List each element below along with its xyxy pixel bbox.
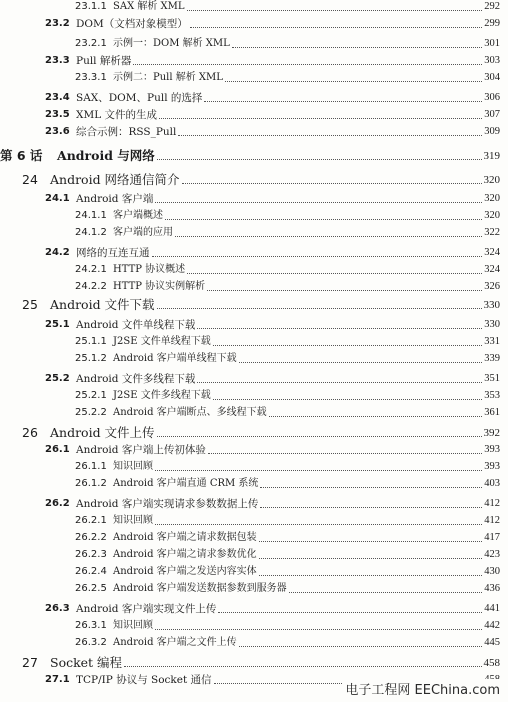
toc-entry-title: Android 客户端实现请求参数数据上传 — [76, 498, 259, 510]
dot-leader — [152, 256, 482, 257]
dot-leader — [259, 575, 482, 576]
toc-entry-number: 23.5 — [45, 109, 70, 120]
toc-entry-page: 324 — [484, 247, 500, 258]
dot-leader — [190, 27, 482, 28]
toc-entry-number: 24.1.2 — [75, 227, 107, 238]
toc-entry[interactable] — [0, 67, 508, 89]
toc-entry-number: 24 — [22, 172, 38, 187]
toc-entry-number: 23.6 — [45, 126, 70, 137]
dot-leader — [225, 81, 482, 82]
toc-entry-title: SAX 解析 XML — [113, 1, 185, 12]
dot-leader — [165, 219, 482, 220]
toc-entry-title: DOM（文档对象模型） — [76, 18, 188, 30]
toc-entry-title: TCP/IP 协议与 Socket 通信 — [76, 674, 212, 686]
toc-entry-title: 客户端的应用 — [113, 227, 173, 238]
toc-entry-number: 26.2.1 — [75, 515, 107, 526]
toc-entry-number: 26 — [22, 425, 38, 440]
toc-entry-title: HTTP 协议实例解析 — [113, 281, 206, 292]
toc-entry-title: Pull 解析器 — [76, 55, 132, 67]
toc-entry-title: Android 客户端单线程下载 — [113, 353, 237, 364]
toc-entry[interactable] — [0, 632, 508, 654]
toc-entry-page: 412 — [484, 498, 500, 509]
toc-entry-page: 393 — [484, 444, 500, 455]
toc-entry-number: 23.3 — [45, 55, 70, 66]
toc-entry-page: 324 — [484, 264, 500, 275]
toc-entry-number: 24.1.1 — [75, 210, 107, 221]
toc-entry-number: 26.1 — [45, 444, 70, 455]
toc-entry-number: 25 — [22, 297, 38, 312]
dot-leader — [159, 118, 482, 119]
dot-leader — [239, 362, 482, 363]
dot-leader — [157, 159, 482, 160]
dot-leader — [155, 629, 482, 630]
toc-entry-page: 322 — [484, 227, 500, 238]
toc-entry-page: 445 — [484, 637, 500, 648]
dot-leader — [197, 382, 482, 383]
toc-entry-page: 436 — [484, 583, 500, 594]
toc-entry-page: 353 — [484, 390, 500, 401]
toc-entry-number: 25.1.1 — [75, 336, 107, 347]
toc-entry-number: 26.1.2 — [75, 478, 107, 489]
dot-leader — [259, 541, 482, 542]
toc-entry-page: 361 — [484, 407, 500, 418]
toc-entry-title: Android 客户端发送数据参数到服务器 — [113, 583, 287, 594]
toc-entry-page: 304 — [484, 72, 500, 83]
toc-entry-title: Android 客户端之请求参数优化 — [113, 549, 257, 560]
toc-entry[interactable] — [0, 222, 508, 244]
toc-entry-title: Android 客户端实现文件上传 — [76, 603, 217, 615]
toc-entry-number: 25.2.1 — [75, 390, 107, 401]
toc-entry-title: Android 客户端断点、多线程下载 — [113, 407, 267, 418]
toc-entry-number: 23.2.1 — [75, 38, 107, 49]
toc-entry-title: Android 客户端之文件上传 — [113, 637, 237, 648]
toc-entry-title: 知识回顾 — [113, 461, 153, 472]
dot-leader — [182, 183, 482, 184]
toc-entry-title: 综合示例：RSS_Pull — [76, 126, 177, 138]
toc-entry-number: 26.2.4 — [75, 566, 107, 577]
toc-entry-page: 320 — [484, 210, 500, 221]
toc-entry-number: 26.3.2 — [75, 637, 107, 648]
toc-entry-title: 示例二：Pull 解析 XML — [113, 72, 223, 83]
toc-entry-number: 27 — [22, 655, 38, 670]
toc-entry-page: 309 — [484, 126, 500, 137]
toc-entry-page: 392 — [483, 427, 500, 439]
toc-entry-page: 441 — [484, 603, 500, 614]
dot-leader — [260, 507, 482, 508]
toc-entry-page: 417 — [484, 532, 500, 543]
dot-leader — [207, 290, 482, 291]
dot-leader — [187, 10, 482, 11]
toc-entry-page: 320 — [484, 193, 500, 204]
dot-leader — [260, 487, 482, 488]
toc-entry-number: 26.3 — [45, 603, 70, 614]
toc-entry-title: SAX、DOM、Pull 的选择 — [76, 92, 203, 104]
toc-entry-page: 306 — [484, 92, 500, 103]
toc-entry[interactable] — [0, 348, 508, 370]
toc-entry-number: 23.4 — [45, 92, 70, 103]
dot-leader — [208, 453, 482, 454]
dot-leader — [218, 612, 482, 613]
toc-entry-title: 示例一：DOM 解析 XML — [113, 38, 230, 49]
toc-entry-title: J2SE 文件单线程下载 — [113, 336, 211, 347]
toc-entry-page: 442 — [484, 620, 500, 631]
toc-entry-title: Android 客户端 — [76, 193, 154, 205]
toc-entry-page: 320 — [483, 174, 500, 186]
toc-entry-number: 26.1.1 — [75, 461, 107, 472]
dot-leader — [157, 436, 482, 437]
dot-leader — [259, 558, 482, 559]
toc-entry-number: 26.2.5 — [75, 583, 107, 594]
toc-entry-page: 330 — [484, 319, 500, 330]
toc-entry-page: 299 — [484, 18, 500, 29]
toc-entry-number: 26.2.3 — [75, 549, 107, 560]
toc-entry[interactable] — [0, 145, 508, 167]
toc-entry-title: Android 客户端之请求数据包装 — [113, 532, 257, 543]
toc-entry-title: Android 与网络 — [57, 148, 155, 163]
toc-entry-title: Android 文件单线程下载 — [76, 319, 196, 331]
toc-entry[interactable] — [0, 402, 508, 424]
toc-entry[interactable] — [0, 13, 508, 35]
toc-entry-page: 351 — [484, 373, 500, 384]
toc-entry-title: 网络的互连互通 — [76, 247, 150, 259]
dot-leader — [289, 592, 482, 593]
toc-entry-number: 23.3.1 — [75, 72, 107, 83]
dot-leader — [178, 135, 482, 136]
watermark: 电子工程网 EEChina.com — [343, 679, 502, 698]
toc-entry-number: 24.2 — [45, 247, 70, 258]
dot-leader — [157, 308, 482, 309]
toc-entry-title: 客户端概述 — [113, 210, 163, 221]
toc-entry[interactable] — [0, 473, 508, 495]
toc-entry-number: 24.2.1 — [75, 264, 107, 275]
dot-leader — [269, 416, 482, 417]
toc-entry-title: HTTP 协议概述 — [113, 264, 186, 275]
toc-entry-number: 27.1 — [45, 674, 70, 685]
toc-entry-title: Android 客户端上传初体验 — [76, 444, 206, 456]
toc-entry-number: 25.1 — [45, 319, 70, 330]
toc-entry-number: 24.2.2 — [75, 281, 107, 292]
toc-entry-number: 23.1.1 — [75, 1, 107, 12]
dot-leader — [187, 273, 482, 274]
toc-entry-page: 301 — [484, 38, 500, 49]
toc-entry-title: Android 客户端直通 CRM 系统 — [113, 478, 259, 489]
toc-entry-title: Android 文件下载 — [50, 297, 155, 312]
toc-entry[interactable] — [0, 294, 508, 316]
toc-entry-page: 319 — [483, 150, 500, 162]
toc-entry-number: 25.2.2 — [75, 407, 107, 418]
toc-entry-title: XML 文件的生成 — [76, 109, 158, 121]
toc-entry-page: 307 — [484, 109, 500, 120]
toc-entry-title: Android 文件多线程下载 — [76, 373, 196, 385]
toc-entry-page: 412 — [484, 515, 500, 526]
dot-leader — [204, 101, 482, 102]
toc-entry-page: 326 — [484, 281, 500, 292]
toc-entry-page: 330 — [483, 299, 500, 311]
dot-leader — [213, 399, 482, 400]
toc-entry-number: 26.2.2 — [75, 532, 107, 543]
toc-entry-page: 430 — [484, 566, 500, 577]
toc-entry-page: 403 — [484, 478, 500, 489]
toc-entry-title: Android 文件上传 — [50, 425, 155, 440]
toc-entry[interactable] — [0, 121, 508, 143]
dot-leader — [155, 202, 482, 203]
toc-entry-title: 知识回顾 — [113, 515, 153, 526]
toc-entry-number: 26.3.1 — [75, 620, 107, 631]
toc-entry-title: Android 客户端之发送内容实体 — [113, 566, 257, 577]
toc-entry-page: 458 — [483, 657, 500, 669]
toc-entry-number: 25.1.2 — [75, 353, 107, 364]
toc-entry-number: 24.1 — [45, 193, 70, 204]
toc-entry-page: 292 — [484, 1, 500, 12]
dot-leader — [155, 470, 482, 471]
toc-entry-title: Android 网络通信简介 — [50, 172, 180, 187]
dot-leader — [213, 345, 482, 346]
toc-entry-title: Socket 编程 — [50, 655, 123, 670]
toc-entry-number: 26.2 — [45, 498, 70, 509]
toc-entry-page: 331 — [484, 336, 500, 347]
dot-leader — [232, 47, 482, 48]
toc-entry-page: 303 — [484, 55, 500, 66]
toc-entry-number: 25.2 — [45, 373, 70, 384]
toc-entry-number: 第 6 话 — [0, 148, 43, 163]
toc-entry-number: 23.2 — [45, 18, 70, 29]
dot-leader — [133, 64, 482, 65]
toc-entry-title: J2SE 文件多线程下载 — [113, 390, 211, 401]
toc-entry-page: 423 — [484, 549, 500, 560]
dot-leader — [175, 236, 482, 237]
dot-leader — [155, 524, 482, 525]
dot-leader — [239, 646, 482, 647]
dot-leader — [197, 328, 482, 329]
toc-entry[interactable] — [0, 578, 508, 600]
toc-entry-page: 393 — [484, 461, 500, 472]
toc-entry-page: 339 — [484, 353, 500, 364]
toc-entry-title: 知识回顾 — [113, 620, 153, 631]
dot-leader — [124, 666, 482, 667]
